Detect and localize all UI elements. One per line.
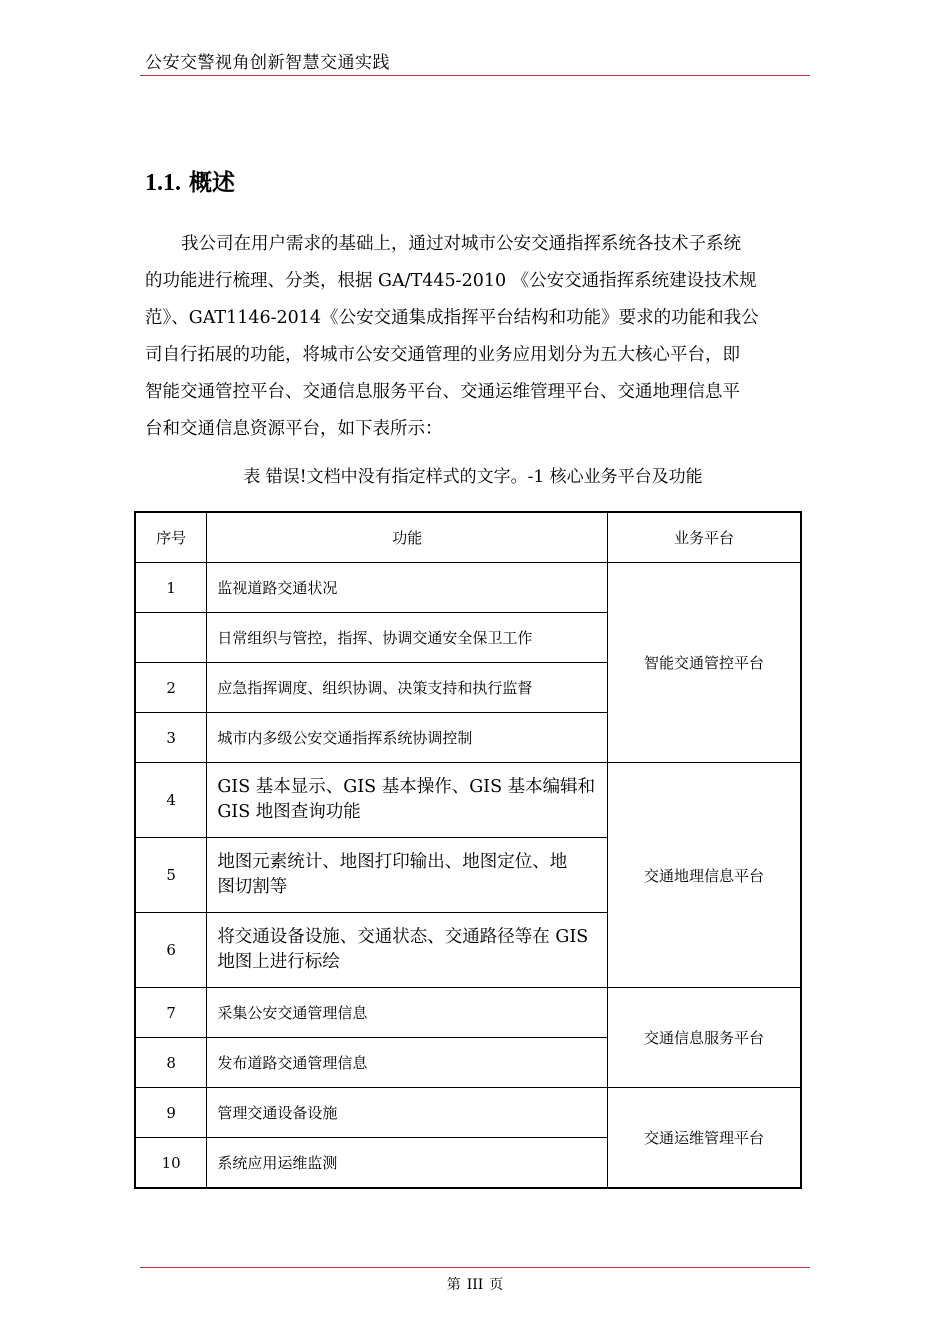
- row-seq: 3: [135, 713, 207, 763]
- platform-cell: 智能交通管控平台: [608, 563, 801, 763]
- paragraph-line: 台和交通信息资源平台，如下表所示：: [145, 419, 443, 439]
- row-function: 监视道路交通状况: [207, 563, 608, 613]
- table-row: [135, 988, 801, 1038]
- row-function: 日常组织与管控，指挥、协调交通安全保卫工作: [207, 613, 608, 663]
- row-function: 发布道路交通管理信息: [207, 1038, 608, 1088]
- paragraph-line: 智能交通管控平台、交通信息服务平台、交通运维管理平台、交通地理信息平: [145, 382, 740, 402]
- row-seq: 10: [135, 1138, 207, 1189]
- row-function: [207, 913, 608, 988]
- row-function: 管理交通设备设施: [207, 1088, 608, 1138]
- table-row: [135, 1088, 801, 1138]
- platform-cell: 交通运维管理平台: [608, 1088, 801, 1189]
- row-seq: 1: [135, 563, 207, 613]
- section-number: 1.1.: [145, 170, 181, 196]
- row-function-line: 地图上进行标绘: [217, 952, 340, 972]
- page-numeral: III: [466, 1277, 484, 1293]
- row-function: 应急指挥调度、组织协调、决策支持和执行监督: [207, 663, 608, 713]
- paragraph-line: 范》、GAT1146-2014《公安交通集成指挥平台结构和功能》要求的功能和我公: [145, 308, 759, 328]
- row-seq: 5: [135, 838, 207, 913]
- row-function-line: 图切割等: [217, 877, 288, 897]
- header-rule: [140, 75, 810, 76]
- row-seq: 8: [135, 1038, 207, 1088]
- row-function: 城市内多级公安交通指挥系统协调控制: [207, 713, 608, 763]
- row-seq: 2: [135, 663, 207, 713]
- header-seq: 序号: [135, 512, 207, 563]
- row-function: 系统应用运维监测: [207, 1138, 608, 1189]
- table-row: [135, 563, 801, 613]
- footer-rule: [140, 1267, 810, 1268]
- table-caption: 表 错误!文档中没有指定样式的文字。-1 核心业务平台及功能: [243, 467, 703, 487]
- row-seq: [135, 613, 207, 663]
- table-header-row: [135, 512, 801, 563]
- header-function: 功能: [207, 512, 608, 563]
- page-prefix: 第: [446, 1277, 461, 1293]
- row-function: [207, 763, 608, 838]
- table-row: [135, 763, 801, 838]
- row-function-line: 地图元素统计、地图打印输出、地图定位、地: [217, 852, 568, 872]
- row-function-line: GIS 基本显示、GIS 基本操作、GIS 基本编辑和: [217, 777, 596, 797]
- platform-cell: 交通地理信息平台: [608, 763, 801, 988]
- row-function-line: 将交通设备设施、交通状态、交通路径等在 GIS: [217, 927, 589, 947]
- header-platform: 业务平台: [608, 512, 801, 563]
- row-function: [207, 838, 608, 913]
- page-number: [0, 1274, 950, 1294]
- row-function: 采集公安交通管理信息: [207, 988, 608, 1038]
- section-heading: [145, 164, 235, 197]
- row-function-line: GIS 地图查询功能: [217, 802, 361, 822]
- row-seq: 9: [135, 1088, 207, 1138]
- paragraph-line: 我公司在用户需求的基础上，通过对城市公安交通指挥系统各技术子系统: [181, 234, 741, 254]
- row-seq: 6: [135, 913, 207, 988]
- row-seq: 7: [135, 988, 207, 1038]
- section-title: 概述: [189, 170, 236, 196]
- platform-cell: 交通信息服务平台: [608, 988, 801, 1088]
- intro-paragraph: [145, 226, 801, 448]
- page-suffix: 页: [489, 1277, 504, 1293]
- core-platform-table: [134, 511, 802, 1189]
- row-seq: 4: [135, 763, 207, 838]
- header-title: 公安交警视角创新智慧交通实践: [145, 53, 390, 73]
- paragraph-line: 的功能进行梳理、分类，根据 GA/T445-2010 《公安交通指挥系统建设技术规: [145, 271, 757, 291]
- paragraph-line: 司自行拓展的功能，将城市公安交通管理的业务应用划分为五大核心平台，即: [145, 345, 740, 365]
